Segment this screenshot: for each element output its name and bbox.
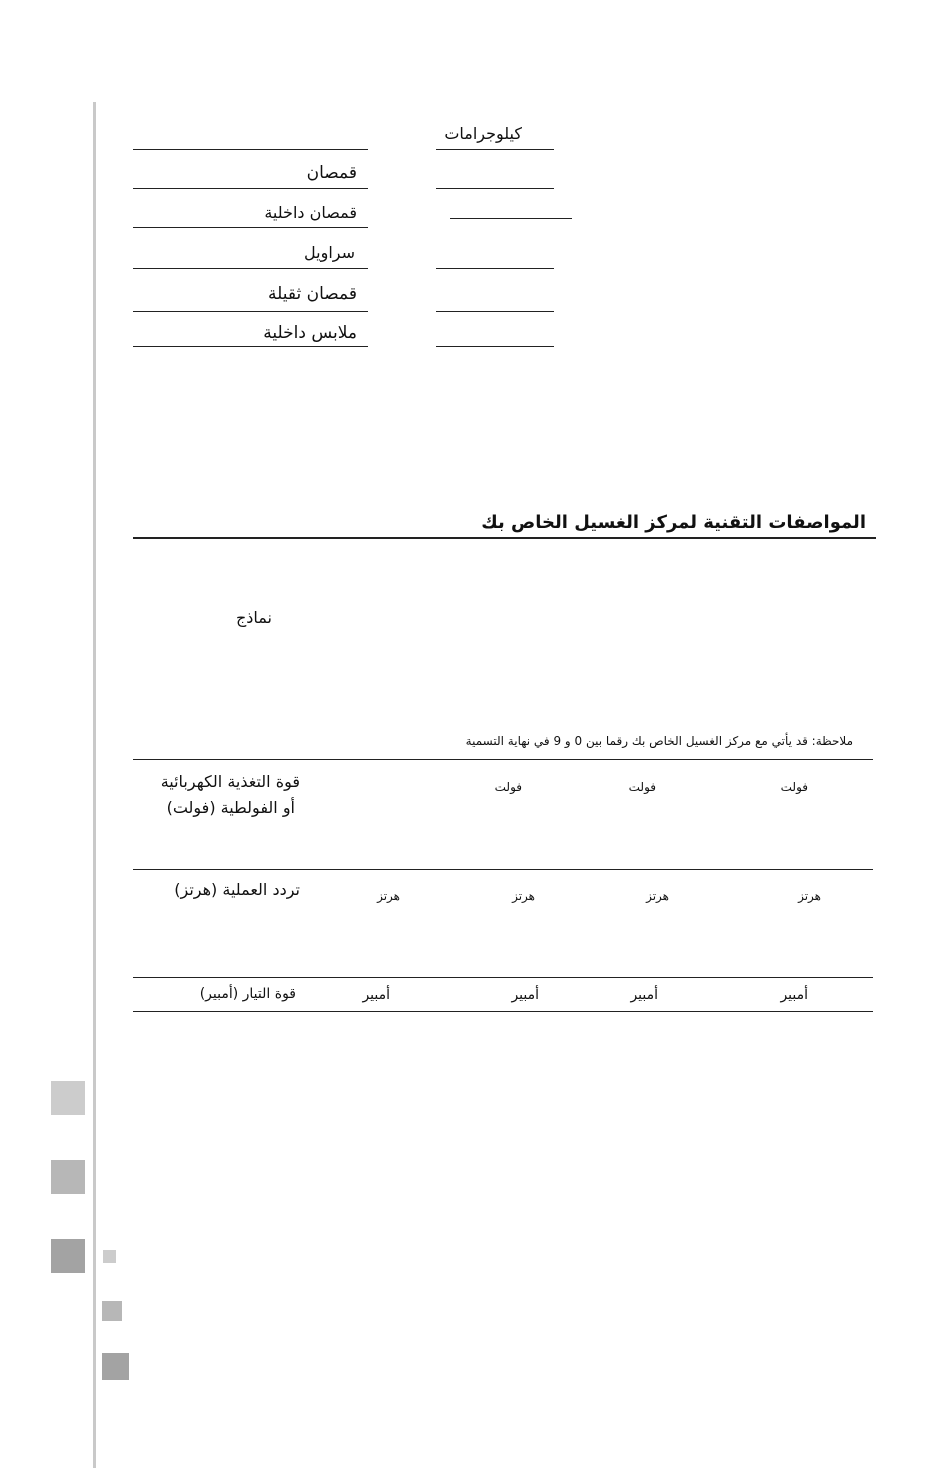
section-tab-dark xyxy=(51,1239,85,1273)
current-unit: أمبير xyxy=(362,987,390,1003)
row-divider xyxy=(133,227,368,228)
value-divider xyxy=(436,149,554,150)
row-divider xyxy=(133,268,368,269)
value-divider xyxy=(450,218,572,219)
frequency-unit: هرتز xyxy=(798,889,821,903)
weights-unit-header: كيلوجرامات xyxy=(444,124,522,143)
voltage-unit: فولت xyxy=(780,780,808,794)
frequency-unit: هرتز xyxy=(377,889,400,903)
row-divider xyxy=(133,188,368,189)
title-rule xyxy=(133,537,876,539)
voltage-unit: فولت xyxy=(494,780,522,794)
value-divider xyxy=(436,268,554,269)
current-label: قوة التيار (أمبير) xyxy=(199,986,296,1002)
row-divider xyxy=(133,311,368,312)
value-divider xyxy=(436,188,554,189)
frequency-unit: هرتز xyxy=(646,889,669,903)
garment-label-heavy-shirts: قمصان ثقيلة xyxy=(268,284,357,304)
garment-label-undershirts: قمصان داخلية xyxy=(264,203,357,222)
current-unit: أمبير xyxy=(630,987,658,1003)
legend-square-light xyxy=(103,1250,116,1263)
frequency-unit: هرتز xyxy=(512,889,535,903)
current-unit: أمبير xyxy=(511,987,539,1003)
section-tab-light xyxy=(51,1081,85,1115)
frequency-label: تردد العملية (هرتز) xyxy=(174,880,300,899)
garment-label-underwear: ملابس داخلية xyxy=(263,323,357,343)
voltage-unit: فولت xyxy=(628,780,656,794)
garment-label-shirts: قمصان xyxy=(306,163,357,183)
voltage-label-line2: أو الفولطية (فولت) xyxy=(166,798,295,817)
garment-label-trousers: سراويل xyxy=(304,243,355,262)
specs-row-divider xyxy=(133,977,873,978)
row-divider xyxy=(133,149,368,150)
specs-row-divider xyxy=(133,759,873,760)
page-spine xyxy=(93,102,96,1468)
row-divider xyxy=(133,346,368,347)
value-divider xyxy=(436,346,554,347)
legend-square-mid xyxy=(102,1301,122,1321)
specs-row-divider xyxy=(133,869,873,870)
current-unit: أمبير xyxy=(780,987,808,1003)
model-note: ملاحظة: قد يأتي مع مركز الغسيل الخاص بك رقما بين 0 و 9 في نهاية التسمية xyxy=(465,734,853,748)
models-label: نماذج xyxy=(235,608,272,627)
specs-title: المواصفات التقنية لمركز الغسيل الخاص بك xyxy=(481,512,866,533)
voltage-label-line1: قوة التغذية الكهربائية xyxy=(160,772,300,791)
specs-row-divider xyxy=(133,1011,873,1012)
value-divider xyxy=(436,311,554,312)
legend-square-dark xyxy=(102,1353,129,1380)
section-tab-mid xyxy=(51,1160,85,1194)
